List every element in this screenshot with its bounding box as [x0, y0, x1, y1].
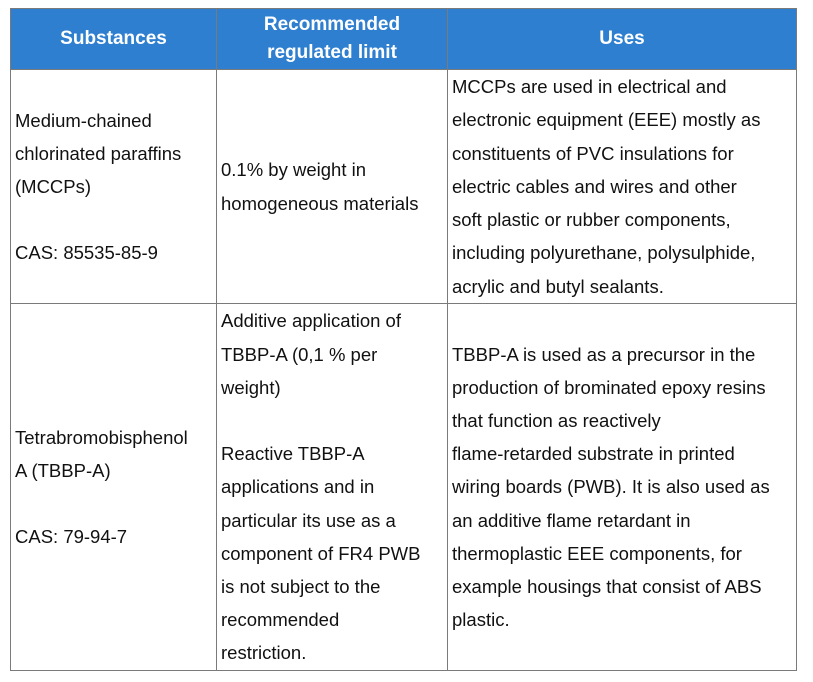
limit-line: is not subject to the [221, 575, 381, 597]
uses-line: that function as reactively [452, 409, 661, 431]
limit-line: homogeneous materials [221, 192, 419, 214]
limit-line: particular its use as a [221, 509, 396, 531]
header-limit-line1: Recommended [263, 14, 401, 35]
limit-line: TBBP-A (0,1 % per [221, 343, 378, 365]
header-row [11, 9, 797, 70]
substance-name-line: Tetrabromobisphenol [15, 426, 188, 448]
uses-line: thermoplastic EEE components, for [452, 542, 742, 564]
substance-name-line: A (TBBP-A) [15, 459, 111, 481]
uses-line: constituents of PVC insulations for [452, 142, 734, 164]
spacer [15, 487, 212, 520]
uses-line: electronic equipment (EEE) mostly as [452, 109, 761, 131]
substance-name-line: (MCCPs) [15, 176, 92, 197]
uses-line: an additive flame retardant in [452, 509, 691, 531]
uses-line: soft plastic or rubber components, [452, 209, 731, 231]
uses-line: electric cables and wires and other [452, 175, 737, 197]
limit-line: 0.1% by weight in [221, 159, 367, 181]
substance-name-line: chlorinated paraffins [15, 142, 182, 164]
uses-line: wiring boards (PWB). It is also used as [452, 476, 770, 498]
cas-number: CAS: 79-94-7 [15, 526, 128, 548]
header-uses-label: Uses [599, 28, 645, 49]
restriction-table [10, 8, 797, 671]
spacer [221, 404, 443, 437]
substance-cell [11, 304, 217, 671]
limit-line: component of FR4 PWB [221, 542, 421, 564]
substance-name-line: Medium-chained [15, 109, 152, 131]
limit-line: Additive application of [221, 310, 401, 332]
limit-line: recommended [221, 609, 340, 631]
uses-line: plastic. [452, 609, 510, 631]
substance-cell [11, 70, 217, 304]
spacer [15, 203, 212, 236]
uses-cell [448, 70, 797, 304]
header-substances-label: Substances [60, 28, 167, 49]
table-row [11, 70, 797, 304]
limit-cell [217, 304, 448, 671]
uses-line: TBBP-A is used as a precursor in the [452, 343, 756, 365]
limit-line: applications and in [221, 476, 375, 498]
uses-cell [448, 304, 797, 671]
uses-line: including polyurethane, polysulphide, [452, 242, 756, 264]
limit-line: restriction. [221, 642, 307, 664]
header-uses [448, 9, 797, 70]
cas-number: CAS: 85535-85-9 [15, 242, 158, 264]
uses-line: MCCPs are used in electrical and [452, 76, 727, 98]
header-substances [11, 9, 217, 70]
uses-line: example housings that consist of ABS [452, 576, 762, 597]
header-limit [217, 9, 448, 70]
uses-line: production of brominated epoxy resins [452, 376, 766, 398]
limit-line: Reactive TBBP-A [221, 443, 365, 465]
uses-line: acrylic and butyl sealants. [452, 275, 664, 297]
uses-line: flame-retarded substrate in printed [452, 443, 735, 465]
limit-cell [217, 70, 448, 304]
header-limit-line2: regulated limit [267, 42, 397, 63]
limit-line: weight) [221, 376, 281, 398]
table-row [11, 304, 797, 671]
